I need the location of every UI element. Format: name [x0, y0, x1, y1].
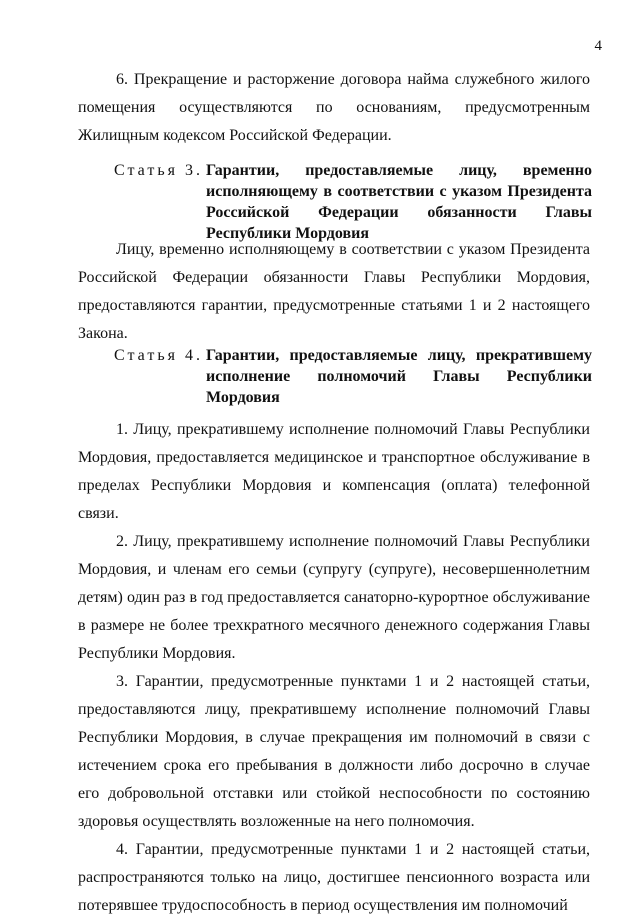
- article-3-body: [78, 236, 590, 348]
- paragraph-6-termination: [78, 66, 590, 150]
- article-title: Гарантии, предоставляемые лицу, прекратившему исполнение полномочий Главы Республики Мордовия: [206, 347, 592, 406]
- article-label: Статья 4.: [114, 347, 203, 364]
- article-label: Статья 3.: [114, 162, 203, 179]
- article-4-body: [78, 416, 590, 920]
- paragraph-item-3: 3. Гарантии, предусмотренные пунктами 1 и 2 настоящей статьи, предоставляются лицу, прекратившему исполнение полномочий Главы Республики Мордовия, в случае прекращения им полномочий в связи с истечением срока его пребывания в должности либо досрочно в случае его добровольной отставки или стойкой неспособности по состоянию здоровья осуществлять возложенные на него полномочия.: [78, 673, 590, 830]
- article-4-heading: [114, 345, 592, 408]
- paragraph-item-2: 2. Лицу, прекратившему исполнение полномочий Главы Республики Мордовия, и членам его семьи (супругу (супруге), несовершеннолетним детям) один раз в год предоставляется санаторно-курортное обслуживание в размере не более трехкратного месячного денежного содержания Главы Республики Мордовия.: [78, 533, 590, 662]
- page-number: 4: [594, 38, 602, 54]
- article-title: Гарантии, предоставляемые лицу, временно исполняющему в соответствии с указом Президента Российской Федерации обязанности Главы Республики Мордовия: [206, 162, 592, 242]
- paragraph-item-1: 1. Лицу, прекратившему исполнение полномочий Главы Республики Мордовия, предоставляется медицинское и транспортное обслуживание в пределах Республики Мордовия и компенсация (оплата) телефонной связи.: [78, 421, 590, 522]
- paragraph-text: 6. Прекращение и расторжение договора найма служебного жилого помещения осуществляются по основаниям, предусмотренным Жилищным кодексом Российской Федерации.: [78, 71, 590, 144]
- paragraph-text: Лицу, временно исполняющему в соответствии с указом Президента Российской Федерации обязанности Главы Республики Мордовия, предоставляются гарантии, предусмотренные статьями 1 и 2 настоящего Закона.: [78, 241, 590, 342]
- paragraph-item-4: 4. Гарантии, предусмотренные пунктами 1 и 2 настоящей статьи, распространяются только на лицо, достигшее пенсионного возраста или потерявшее трудоспособность в период осуществления им полномочий: [78, 841, 590, 914]
- article-3-heading: [114, 160, 592, 244]
